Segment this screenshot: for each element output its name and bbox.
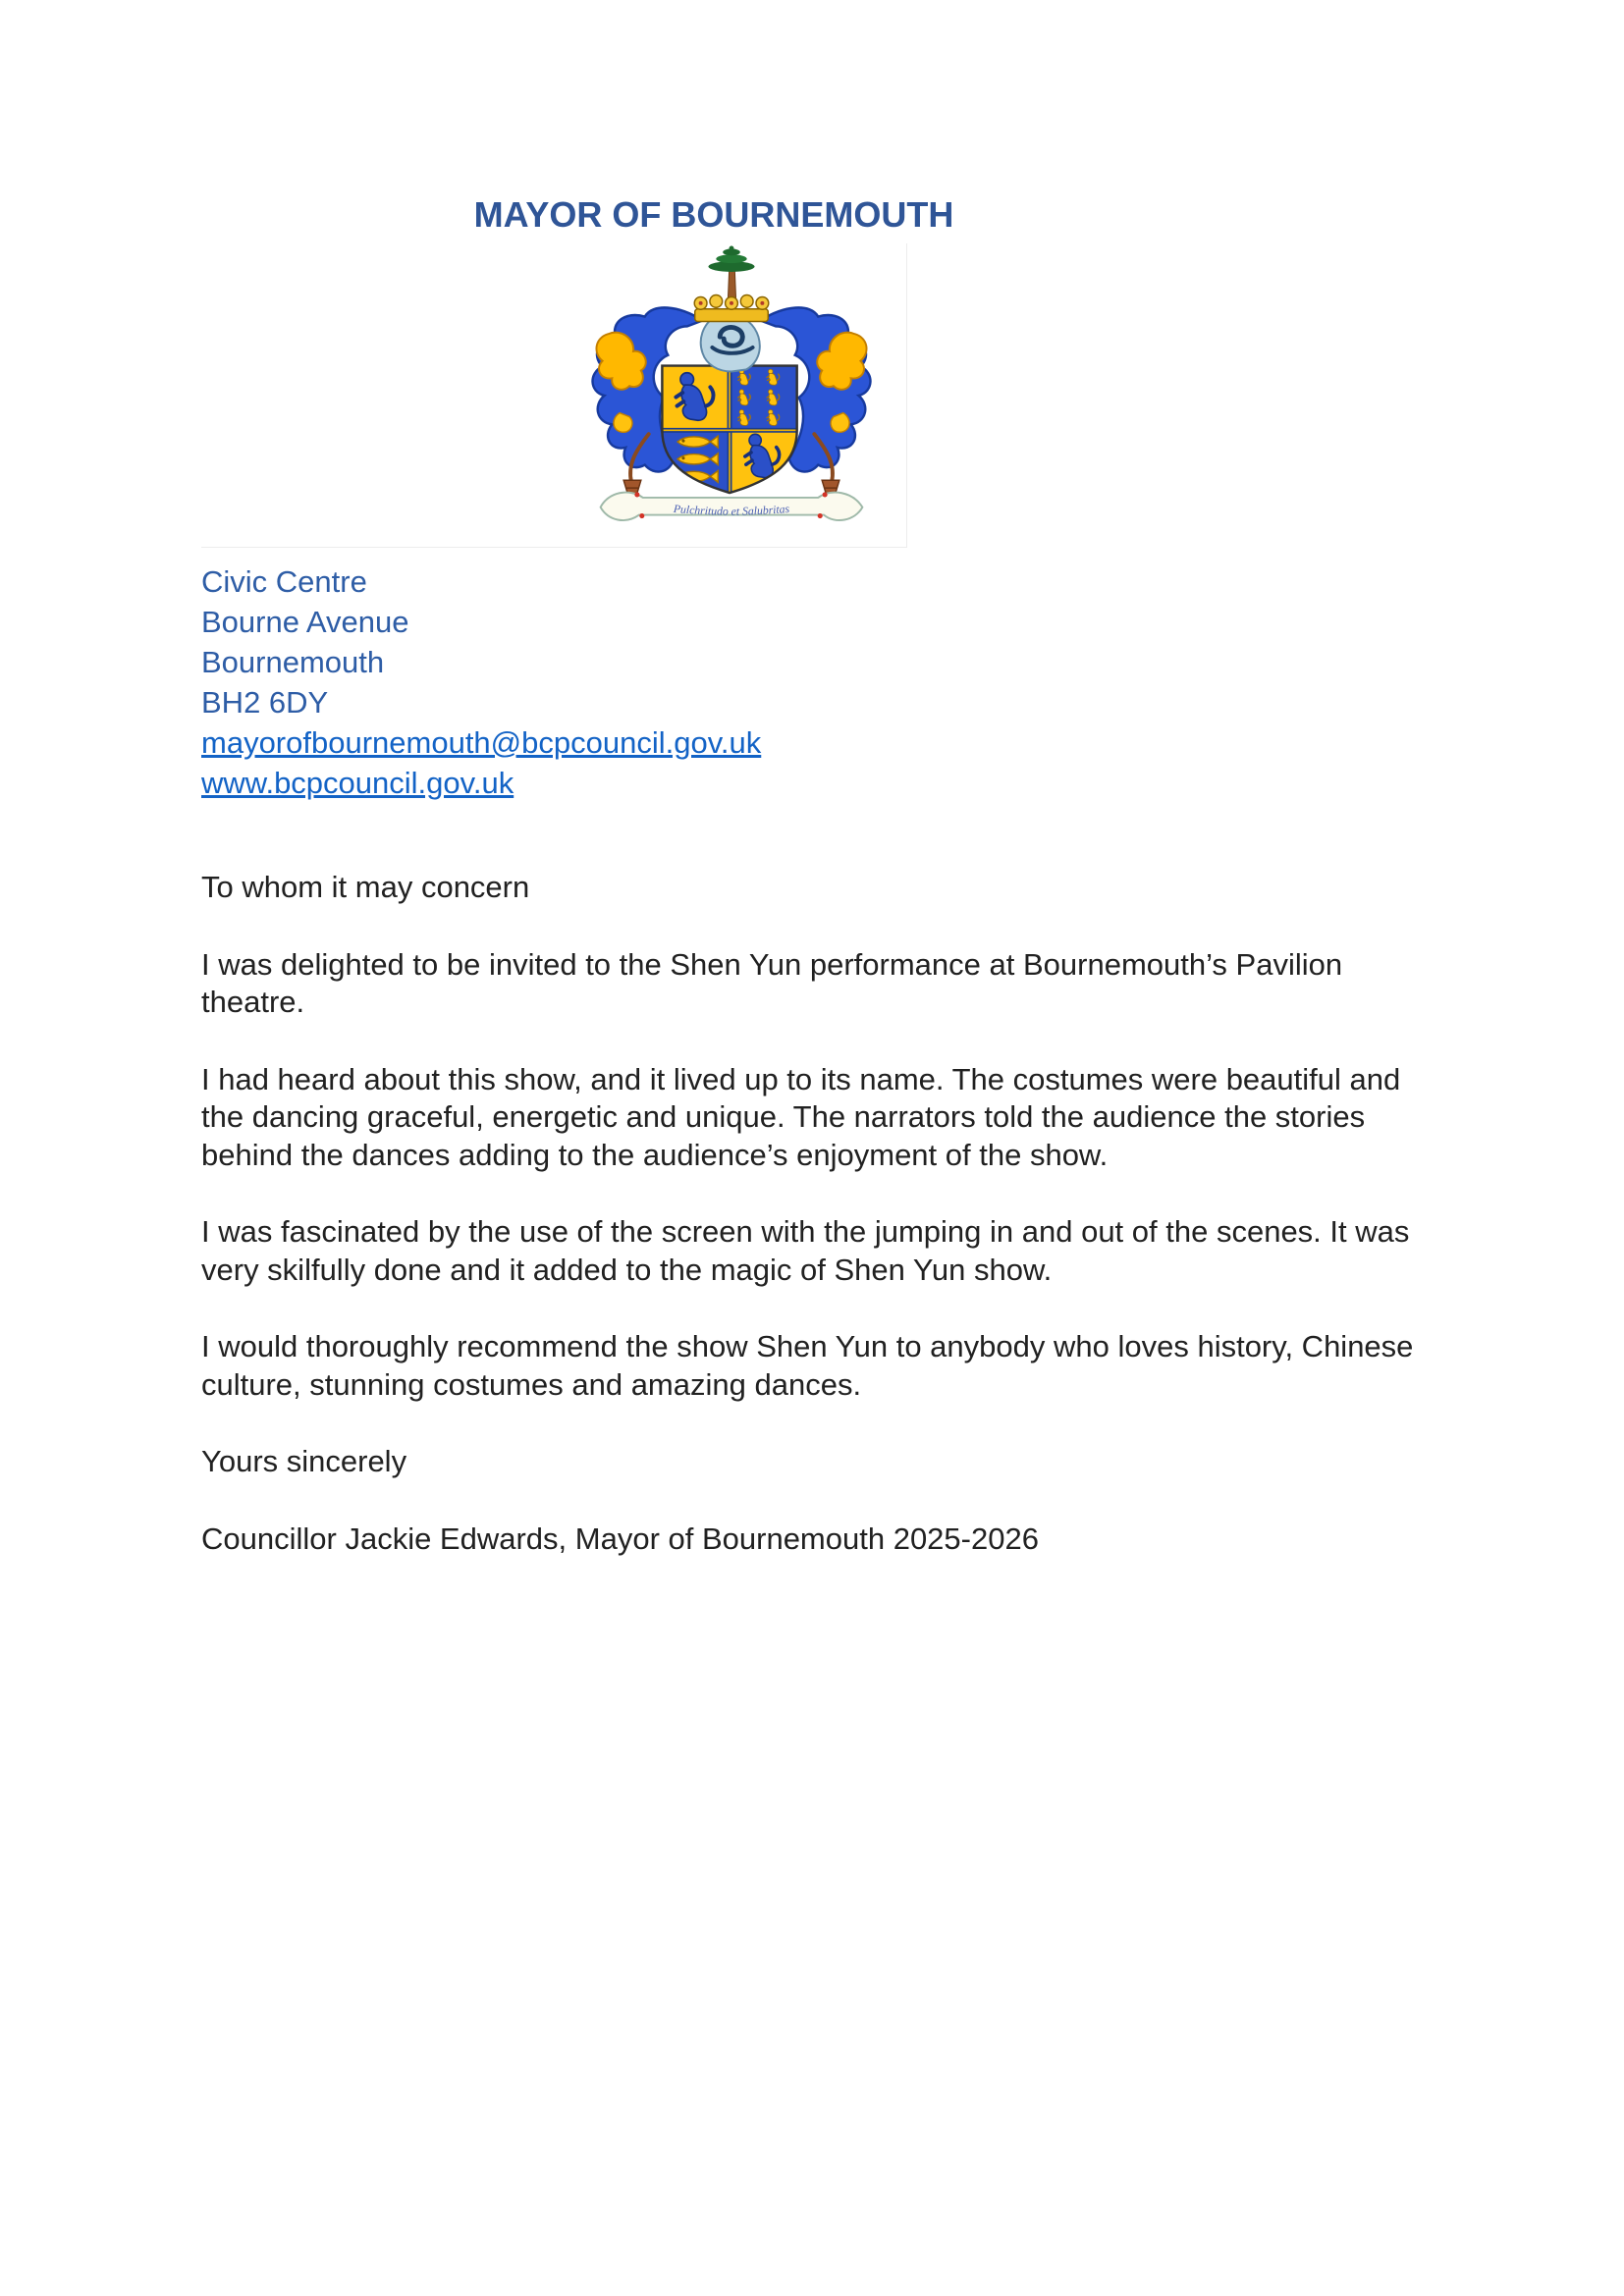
motto-scroll bbox=[601, 492, 863, 520]
address-line: Bourne Avenue bbox=[201, 605, 409, 639]
letter-paragraph: I was delighted to be invited to the Shen Yun performance at Bournemouth’s Pavilion theatre. bbox=[201, 946, 1343, 1019]
helmet-icon bbox=[701, 314, 760, 371]
coat-of-arms-image bbox=[201, 243, 907, 548]
letterhead-address bbox=[201, 561, 761, 803]
letter-paragraph: I would thoroughly recommend the show Shen Yun to anybody who loves history, Chinese culture, stunning costumes and amazing dances. bbox=[201, 1329, 1414, 1402]
coat-of-arms-icon bbox=[586, 245, 877, 544]
signature-line: Councillor Jackie Edwards, Mayor of Bournemouth 2025-2026 bbox=[201, 1521, 1039, 1556]
letter-paragraph: I was fascinated by the use of the screen with the jumping in and out of the scenes. It was very skilfully done and it added to the magic of Shen Yun show. bbox=[201, 1214, 1410, 1287]
shield-icon bbox=[662, 366, 796, 493]
website-link[interactable]: www.bcpcouncil.gov.uk bbox=[201, 766, 514, 800]
closing: Yours sincerely bbox=[201, 1444, 407, 1478]
page-title: MAYOR OF BOURNEMOUTH bbox=[473, 194, 954, 235]
address-line: Civic Centre bbox=[201, 564, 367, 599]
crown-icon bbox=[694, 295, 769, 322]
address-line: BH2 6DY bbox=[201, 685, 329, 720]
letter-body bbox=[201, 869, 1443, 1597]
crest-motto-text: Pulchritudo et Salubritas bbox=[673, 502, 790, 518]
email-link[interactable]: mayorofbournemouth@bcpcouncil.gov.uk bbox=[201, 725, 762, 760]
letter-paragraph: I had heard about this show, and it lived up to its name. The costumes were beautiful and the dancing graceful, energetic and unique. The narrators told the audience the stories behind the dances adding to the audience’s enjoyment of the show. bbox=[201, 1061, 1401, 1172]
address-line: Bournemouth bbox=[201, 645, 385, 679]
salutation: To whom it may concern bbox=[201, 870, 530, 904]
